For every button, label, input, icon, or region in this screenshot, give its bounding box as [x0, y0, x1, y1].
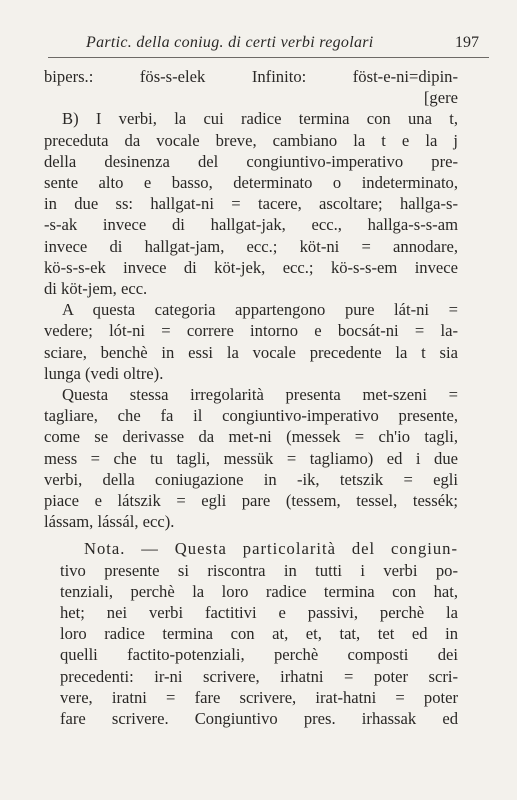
page-body [44, 66, 458, 729]
header-rule [48, 57, 489, 58]
text-line: piace e látszik = egli pare (tessem, tessel, tessék; [44, 491, 458, 511]
text-line: kö-s-s-ek invece di köt-jek, ecc.; kö-s-s-em invece [44, 257, 458, 277]
text-line: lunga (vedi oltre). [44, 363, 164, 383]
text-line: della desinenza del congiuntivo-imperativo pre- [44, 151, 458, 171]
text-line: A questa categoria appartengono pure lát-ni = [62, 300, 458, 320]
text-line: invece di hallgat-jam, ecc.; köt-ni = annodare, [44, 236, 458, 256]
text-line: lássam, lássál, ecc). [44, 512, 175, 532]
nota-line: loro radice termina con at, et, tat, tet ed in [60, 624, 458, 644]
nota-line: precedenti: ir-ni scrivere, irhatni = poter scri- [60, 666, 458, 686]
nota-line: vere, iratni = fare scrivere, irat-hatni = poter [60, 687, 458, 707]
text-line: sciare, benchè in essi la vocale precedente la t sia [44, 342, 458, 362]
text-line: Questa stessa irregolarità presenta met-szeni = [62, 385, 458, 405]
text-line: preceduta da vocale breve, cambiano la t e la j [44, 130, 458, 150]
page-number: 197 [455, 34, 479, 51]
running-header [60, 34, 499, 58]
text-line: bipers.: fös-s-elek Infinito: föst-e-ni=dipin- [44, 67, 458, 86]
nota-line: tenziali, perchè la loro radice termina con hat, [60, 581, 458, 601]
text-line: di köt-jem, ecc. [44, 279, 148, 299]
text-line: [gere [423, 88, 458, 108]
header-title: Partic. della coniug. di certi verbi regolari [86, 34, 374, 51]
text-line: sente alto e basso, determinato o indeterminato, [44, 173, 458, 193]
text-line: verbi, della coniugazione in -ik, tetszik = egli [44, 469, 458, 489]
nota-line: tivo presente si riscontra in tutti i verbi po- [60, 560, 458, 580]
nota-line: het; nei verbi factitivi e passivi, perchè la [60, 603, 458, 623]
nota-line: Nota. — Questa particolarità del congiun- [84, 539, 458, 559]
text-line: in due ss: hallgat-ni = tacere, ascoltare; hallga-s- [44, 194, 458, 214]
text-line: B) I verbi, la cui radice termina con una t, [62, 109, 458, 129]
nota-line: fare scrivere. Congiuntivo pres. irhassak ed [60, 709, 458, 729]
text-line: tagliare, che fa il congiuntivo-imperativo presente, [44, 406, 458, 426]
nota-line: quelli factito-potenziali, perchè composti dei [60, 645, 458, 665]
text-line: vedere; lót-ni = correre intorno e bocsát-ni = la- [44, 321, 458, 341]
text-line: come se derivasse da met-ni (messek = ch'io tagli, [44, 427, 458, 447]
text-line: -s-ak invece di hallgat-jak, ecc., hallga-s-s-am [44, 215, 458, 235]
text-line: mess = che tu tagli, messük = tagliamo) ed i due [44, 448, 458, 468]
